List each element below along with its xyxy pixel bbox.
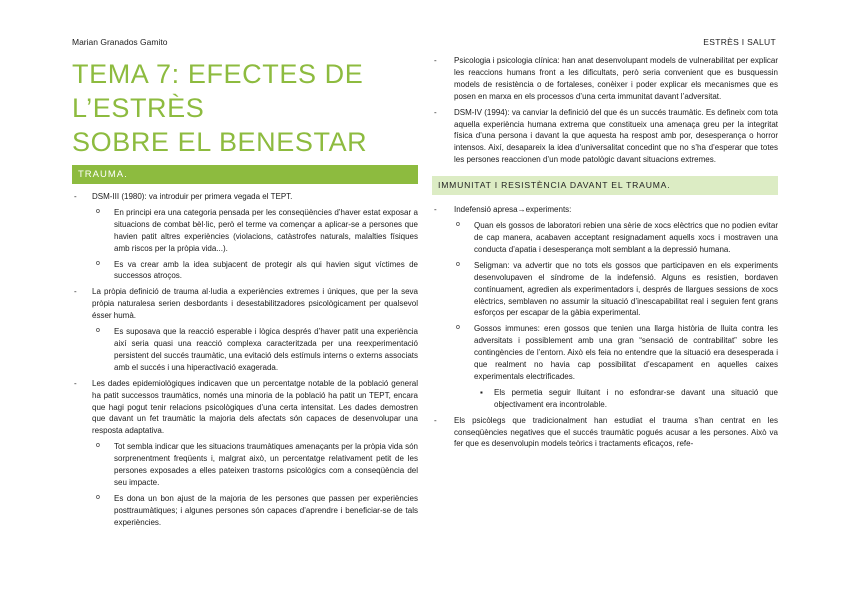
list-item: o Es va crear amb la idea subjacent de protegir als qui havien sigut víctimes de successos atroços. <box>72 259 418 283</box>
list-item: - Les dades epidemiològiques indicaven que un percentatge notable de la població general ha patit successos traumàtics, només una minoria de la població ha patit un TEPT, encara que hagi pogut tenir relacions psicològiques d’una certa intensitat. Les dades demostren que davant un fet traumàtic la majoria dels afectats són capaces de desenvolupar una resposta adaptativa. <box>72 378 418 438</box>
list-item: o Es suposava que la reacció esperable i lògica després d’haver patit una experiència així seria quasi una reacció complexa caracteritzada per una reexperimentació persistent del succés traumàtic, una evitació dels estímuls interns o externs associats amb el succés i una hiperactivació exagerada. <box>72 326 418 374</box>
list-item: o Seligman: va advertir que no tots els gossos que participaven en els experiments desenvolupaven el síndrome de la indefensió. Alguns es resistien, bordaven contínuament, agredien als experimentadors i, després de llargues sessions de xocs elèctrics, semblaven no assumir la situació d’inescapabilitat real i seguien fent grans esforços per escapar de la gàbia experimental. <box>432 260 778 320</box>
left-bullet-list <box>72 191 418 529</box>
left-column <box>72 55 418 533</box>
list-item: o Gossos immunes: eren gossos que tenien una llarga història de lluita contra les adversitats i possiblement amb una gran “sensació de contrabilitat” sobre les contingències de l’entorn. Això els feia no entendre que la situació era desesperada i que realment no havia cap possibilitat d’escapament en aquelles caixes experimentals electrificades. <box>432 323 778 383</box>
list-item: - Psicologia i psicologia clínica: han anat desenvolupant models de vulnerabilitat per explicar les reaccions humans front a les dificultats, però seria convenient que es busquessin models de resistència o de fortaleses, conèixer i poder explicar els mecanismes que es posen en marxa en els processos d’una certa immunitat davant l’adversitat. <box>432 55 778 103</box>
list-item: o Quan els gossos de laboratori rebien una sèrie de xocs elèctrics que no podien evitar de cap manera, acabaven acceptant resignadament aquells xocs i mostraven una conducta d’apatia i desesperança molt semblant a la depressió humana. <box>432 220 778 256</box>
list-item: - Indefensió apresa→experiments: <box>432 204 778 216</box>
title-line-1: TEMA 7: EFECTES DE L’ESTRÈS <box>72 59 364 123</box>
list-item: o Tot sembla indicar que les situacions traumàtiques amenaçants per la pròpia vida són sorprenentment freqüents i, malgrat això, un percentatge relativament petit de les persones exposades a elles pateixen trastorns psicològics com a conseqüència del seu impacte. <box>72 441 418 489</box>
right-bullet-list <box>432 55 778 166</box>
list-item: - Els psicòlegs que tradicionalment han estudiat el trauma s’han centrat en les conseqüències negatives que el succés traumàtic pogués acusar a les persones. Això va fer que es desenvolupin models teòrics i tractaments eficaços, refe- <box>432 415 778 451</box>
section-heading-immunity: IMMUNITAT I RESISTÈNCIA DAVANT EL TRAUMA. <box>432 176 778 195</box>
list-item: - La pròpia definició de trauma al·ludia a experiències extremes i úniques, que per la seva pròpia naturalesa serien desbordants i desestabilitzadores psicològicament per qualsevol ésser humà. <box>72 286 418 322</box>
title-line-2: SOBRE EL BENESTAR <box>72 127 368 157</box>
header-subject: ESTRÈS I SALUT <box>703 37 776 47</box>
right-column <box>432 55 778 454</box>
list-item: ▪ Els permetia seguir lluitant i no esfondrar-se davant una situació que objectivament era incontrolable. <box>432 387 778 411</box>
list-item: o Es dona un bon ajust de la majoria de les persones que passen per experiències posttraumàtiques; i algunes persones són capaces d’aprendre i beneficiar-se de tals experiències. <box>72 493 418 529</box>
section-heading-trauma: TRAUMA. <box>72 165 418 184</box>
list-item: o En principi era una categoria pensada per les conseqüències d’haver estat exposar a situacions de combat bèl·lic, però el terme va començar a aplicar-se a persones que havien patit altres experiències (violacions, catàstrofes naturals, malalties físiques amb riscos per la pròpia vida...). <box>72 207 418 255</box>
right-bullet-list-2 <box>432 204 778 450</box>
page-title <box>72 57 418 159</box>
header-author: Marian Granados Gamito <box>72 37 168 47</box>
list-item: - DSM-III (1980): va introduir per primera vegada el TEPT. <box>72 191 418 203</box>
list-item: - DSM-IV (1994): va canviar la definició del que és un succés traumàtic. Es defineix com tota aquella experiència humana extrema que constitueix una amenaça greu per la integritat física d’una persona i davant la que aquesta ha respost amb por, desesperança o horror intensos. Així, desapareix la idea d’universalitat concedint que no s’ha d’esperar que totes les persones reaccionen d’un mode patològic davant situacions extremes. <box>432 107 778 167</box>
